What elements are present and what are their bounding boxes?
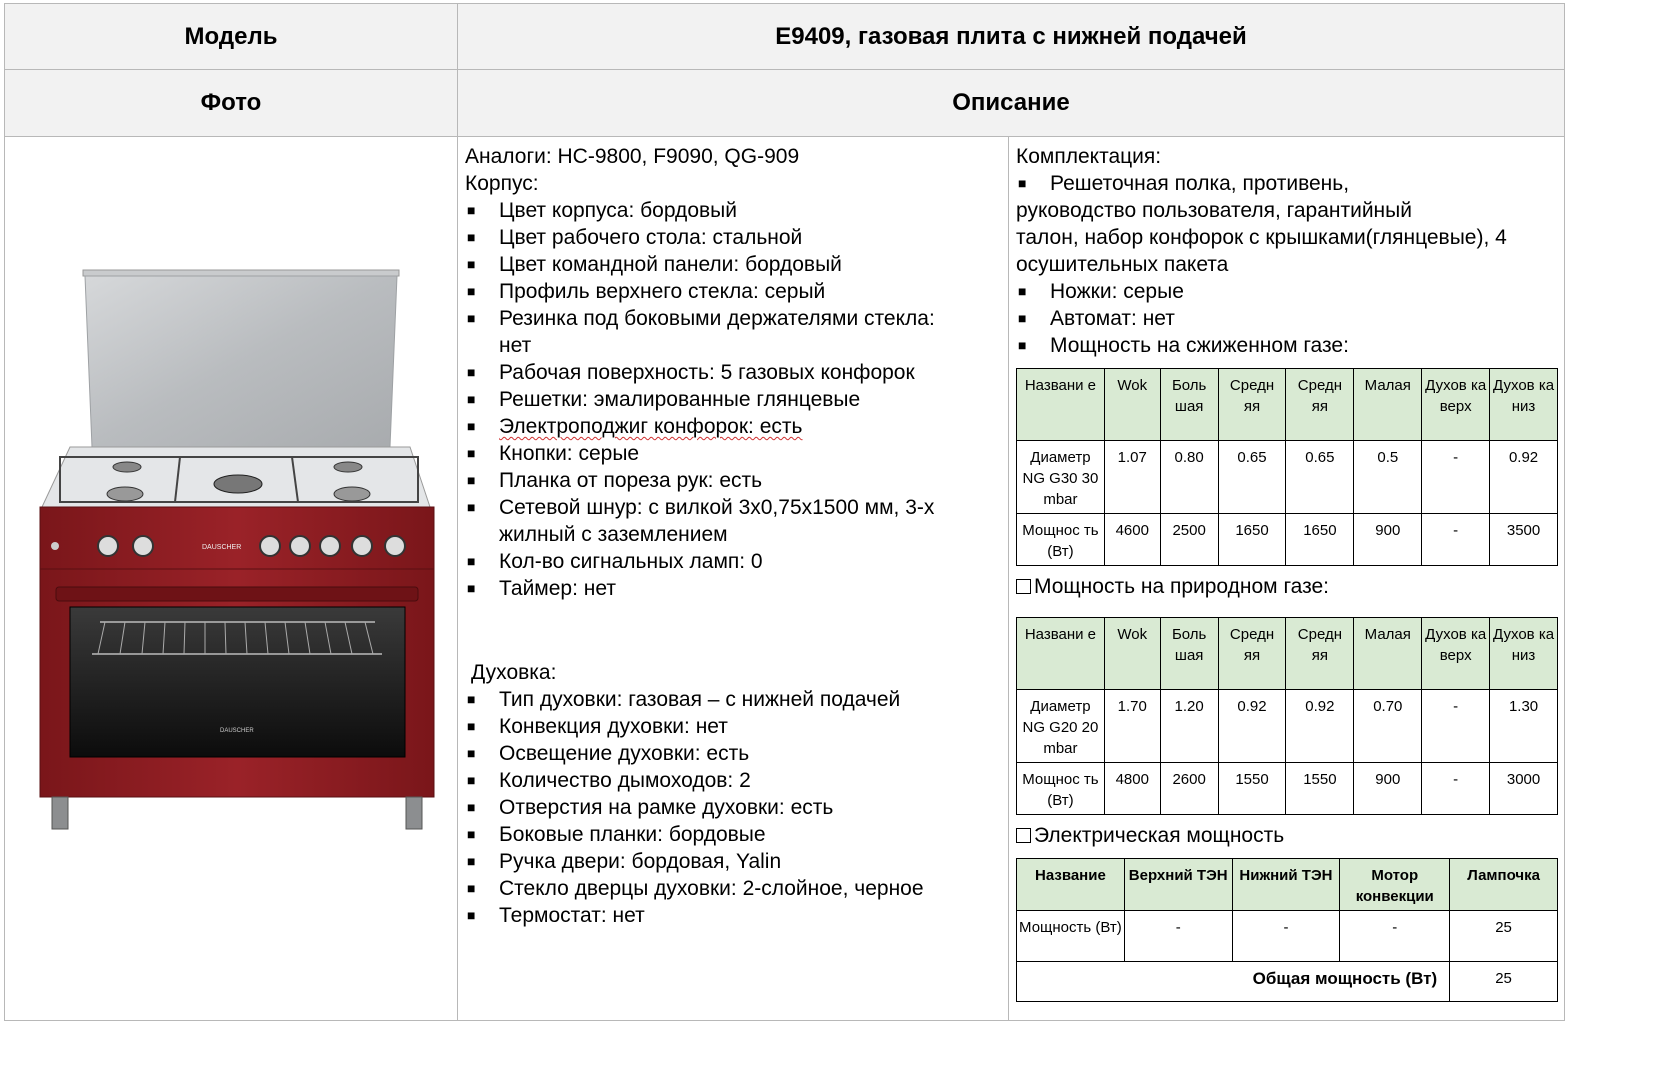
el-cell: -	[1124, 911, 1232, 962]
desc-label-cell	[457, 69, 1565, 137]
ng-header-oven-bottom: Духов ка низ	[1490, 618, 1558, 690]
ng-header-wok: Wok	[1104, 618, 1160, 690]
lpg-cell: -	[1422, 441, 1490, 514]
lpg-header-large: Боль шая	[1160, 369, 1218, 441]
el-cell: -	[1232, 911, 1340, 962]
lpg-cell: 3500	[1490, 514, 1558, 566]
lpg-cell: 0.5	[1354, 441, 1422, 514]
oven-item-5: ■ Боковые планки: бордовые	[467, 823, 766, 846]
lpg-header-medium2: Средн яя	[1286, 369, 1354, 441]
panel-brand: DAUSCHER	[202, 544, 242, 551]
analogs-line: Аналоги: HC-9800, F9090, QG-909	[465, 145, 800, 168]
lpg-header-wok: Wok	[1104, 369, 1160, 441]
el-cell: 25	[1450, 911, 1558, 962]
ng-cell: 1.30	[1490, 690, 1558, 763]
lpg-table	[1016, 368, 1558, 566]
stove-image	[30, 262, 440, 837]
el-total-label: Общая мощность (Вт)	[1017, 962, 1450, 1002]
ng-cell: 1550	[1218, 763, 1286, 815]
left-description	[465, 143, 1005, 602]
ng-cell: 0.70	[1354, 690, 1422, 763]
photo-label: Фото	[200, 89, 262, 116]
oven-item-3: ■ Количество дымоходов: 2	[467, 769, 751, 792]
ng-cell: 900	[1354, 763, 1422, 815]
lpg-cell: Мощнос ть (Вт)	[1017, 514, 1105, 566]
kit-description	[1016, 143, 1561, 359]
body-item-2: ■ Цвет командной панели: бордовый	[467, 253, 842, 276]
checkbox-square-icon	[1016, 579, 1031, 594]
lpg-cell: 0.80	[1160, 441, 1218, 514]
lpg-cell: 0.92	[1490, 441, 1558, 514]
ng-cell: -	[1422, 763, 1490, 815]
lpg-cell: 1650	[1218, 514, 1286, 566]
body-item-13: ■ Кол-во сигнальных ламп: 0	[467, 550, 763, 573]
ng-header-medium2: Средн яя	[1286, 618, 1354, 690]
oven-item-4: ■ Отверстия на рамке духовки: есть	[467, 796, 834, 819]
lpg-cell: 0.65	[1218, 441, 1286, 514]
oven-item-0: ■ Тип духовки: газовая – с нижней подачей	[467, 688, 901, 711]
lpg-cell: 2500	[1160, 514, 1218, 566]
lpg-header-name: Названи е	[1017, 369, 1105, 441]
body-item-14: ■ Таймер: нет	[467, 577, 616, 600]
ng-header-large: Боль шая	[1160, 618, 1218, 690]
kit-line-1: руководство пользователя, гарантийный	[1016, 199, 1412, 222]
lpg-cell: 4600	[1104, 514, 1160, 566]
model-value: E9409, газовая плита с нижней подачей	[775, 22, 1247, 50]
ng-cell: -	[1422, 690, 1490, 763]
el-cell: Мощность (Вт)	[1017, 911, 1125, 962]
lpg-header-small: Малая	[1354, 369, 1422, 441]
oven-item-6: ■ Ручка двери: бордовая, Yalin	[467, 850, 782, 873]
el-header-convection-motor: Мотор конвекции	[1340, 859, 1450, 911]
el-header-lamp: Лампочка	[1450, 859, 1558, 911]
kit-line-3: осушительных пакета	[1016, 253, 1229, 276]
body-item-10: ■ Планка от пореза рук: есть	[467, 469, 763, 492]
ng-cell: 1.70	[1104, 690, 1160, 763]
ng-cell: 0.92	[1218, 690, 1286, 763]
body-item-9: ■ Кнопки: серые	[467, 442, 640, 465]
model-value-cell	[457, 3, 1565, 70]
body-item-1: ■ Цвет рабочего стола: стальной	[467, 226, 803, 249]
ng-table	[1016, 617, 1558, 815]
kit-line-0: ■ Решеточная полка, противень,	[1018, 172, 1350, 195]
checkbox-square-icon	[1016, 828, 1031, 843]
ng-cell: 0.92	[1286, 690, 1354, 763]
lpg-cell: 1650	[1286, 514, 1354, 566]
ng-cell: 4800	[1104, 763, 1160, 815]
kit-line-2: талон, набор конфорок с крышками(глянцевые), 4	[1016, 226, 1507, 249]
el-cell: -	[1340, 911, 1450, 962]
desc-label: Описание	[952, 89, 1070, 116]
right-item-0: ■ Ножки: серые	[1018, 280, 1184, 303]
el-table	[1016, 858, 1558, 1002]
oven-item-1: ■ Конвекция духовки: нет	[467, 715, 728, 738]
photo-label-cell	[4, 69, 458, 137]
body-item-4: ■ Резинка под боковыми держателями стекла:	[467, 307, 935, 330]
ng-cell: 1550	[1286, 763, 1354, 815]
ng-header-medium1: Средн яя	[1218, 618, 1286, 690]
ng-header-oven-top: Духов ка верх	[1422, 618, 1490, 690]
oven-title: Духовка:	[471, 661, 557, 684]
oven-item-2: ■ Освещение духовки: есть	[467, 742, 750, 765]
ng-cell: 1.20	[1160, 690, 1218, 763]
oven-item-8: ■ Термостат: нет	[467, 904, 645, 927]
lpg-header-medium1: Средн яя	[1218, 369, 1286, 441]
body-item-7: ■ Решетки: эмалированные глянцевые	[467, 388, 861, 411]
el-header-name: Название	[1017, 859, 1125, 911]
body-item-5: нет	[499, 334, 532, 357]
ng-header-name: Названи е	[1017, 618, 1105, 690]
body-item-12: жилный с заземлением	[499, 523, 728, 546]
oven-description	[465, 659, 1005, 929]
door-brand: DAUSCHER	[220, 728, 254, 734]
lpg-cell: 900	[1354, 514, 1422, 566]
el-header-bottom-heater: Нижний ТЭН	[1232, 859, 1340, 911]
body-item-0: ■ Цвет корпуса: бордовый	[467, 199, 737, 222]
right-item-1: ■ Автомат: нет	[1018, 307, 1175, 330]
body-item-8: ■ Электроподжиг конфорок: есть	[467, 415, 803, 438]
lpg-cell: 1.07	[1104, 441, 1160, 514]
lpg-cell: 0.65	[1286, 441, 1354, 514]
body-item-3: ■ Профиль верхнего стекла: серый	[467, 280, 826, 303]
ng-title: Мощность на природном газе:	[1016, 575, 1329, 599]
el-header-top-heater: Верхний ТЭН	[1124, 859, 1232, 911]
oven-item-7: ■ Стекло дверцы духовки: 2-слойное, черное	[467, 877, 924, 900]
kit-title: Комплектация:	[1016, 145, 1162, 168]
lpg-header-oven-bottom: Духов ка низ	[1490, 369, 1558, 441]
body-item-6: ■ Рабочая поверхность: 5 газовых конфорок	[467, 361, 915, 384]
ng-cell: Диаметр NG G20 20 mbar	[1017, 690, 1105, 763]
right-item-2: ■ Мощность на сжиженном газе:	[1018, 334, 1349, 357]
el-total-value: 25	[1450, 962, 1558, 1002]
model-label-cell	[4, 3, 458, 70]
ng-cell: 3000	[1490, 763, 1558, 815]
lpg-header-oven-top: Духов ка верх	[1422, 369, 1490, 441]
body-title: Корпус:	[465, 172, 539, 195]
lpg-cell: Диаметр NG G30 30 mbar	[1017, 441, 1105, 514]
model-label: Модель	[184, 22, 278, 50]
ng-cell: 2600	[1160, 763, 1218, 815]
body-item-11: ■ Сетевой шнур: с вилкой 3x0,75x1500 мм, 3-х	[467, 496, 935, 519]
el-title: Электрическая мощность	[1016, 824, 1284, 848]
ng-header-small: Малая	[1354, 618, 1422, 690]
lpg-cell: -	[1422, 514, 1490, 566]
ng-cell: Мощнос ть (Вт)	[1017, 763, 1105, 815]
